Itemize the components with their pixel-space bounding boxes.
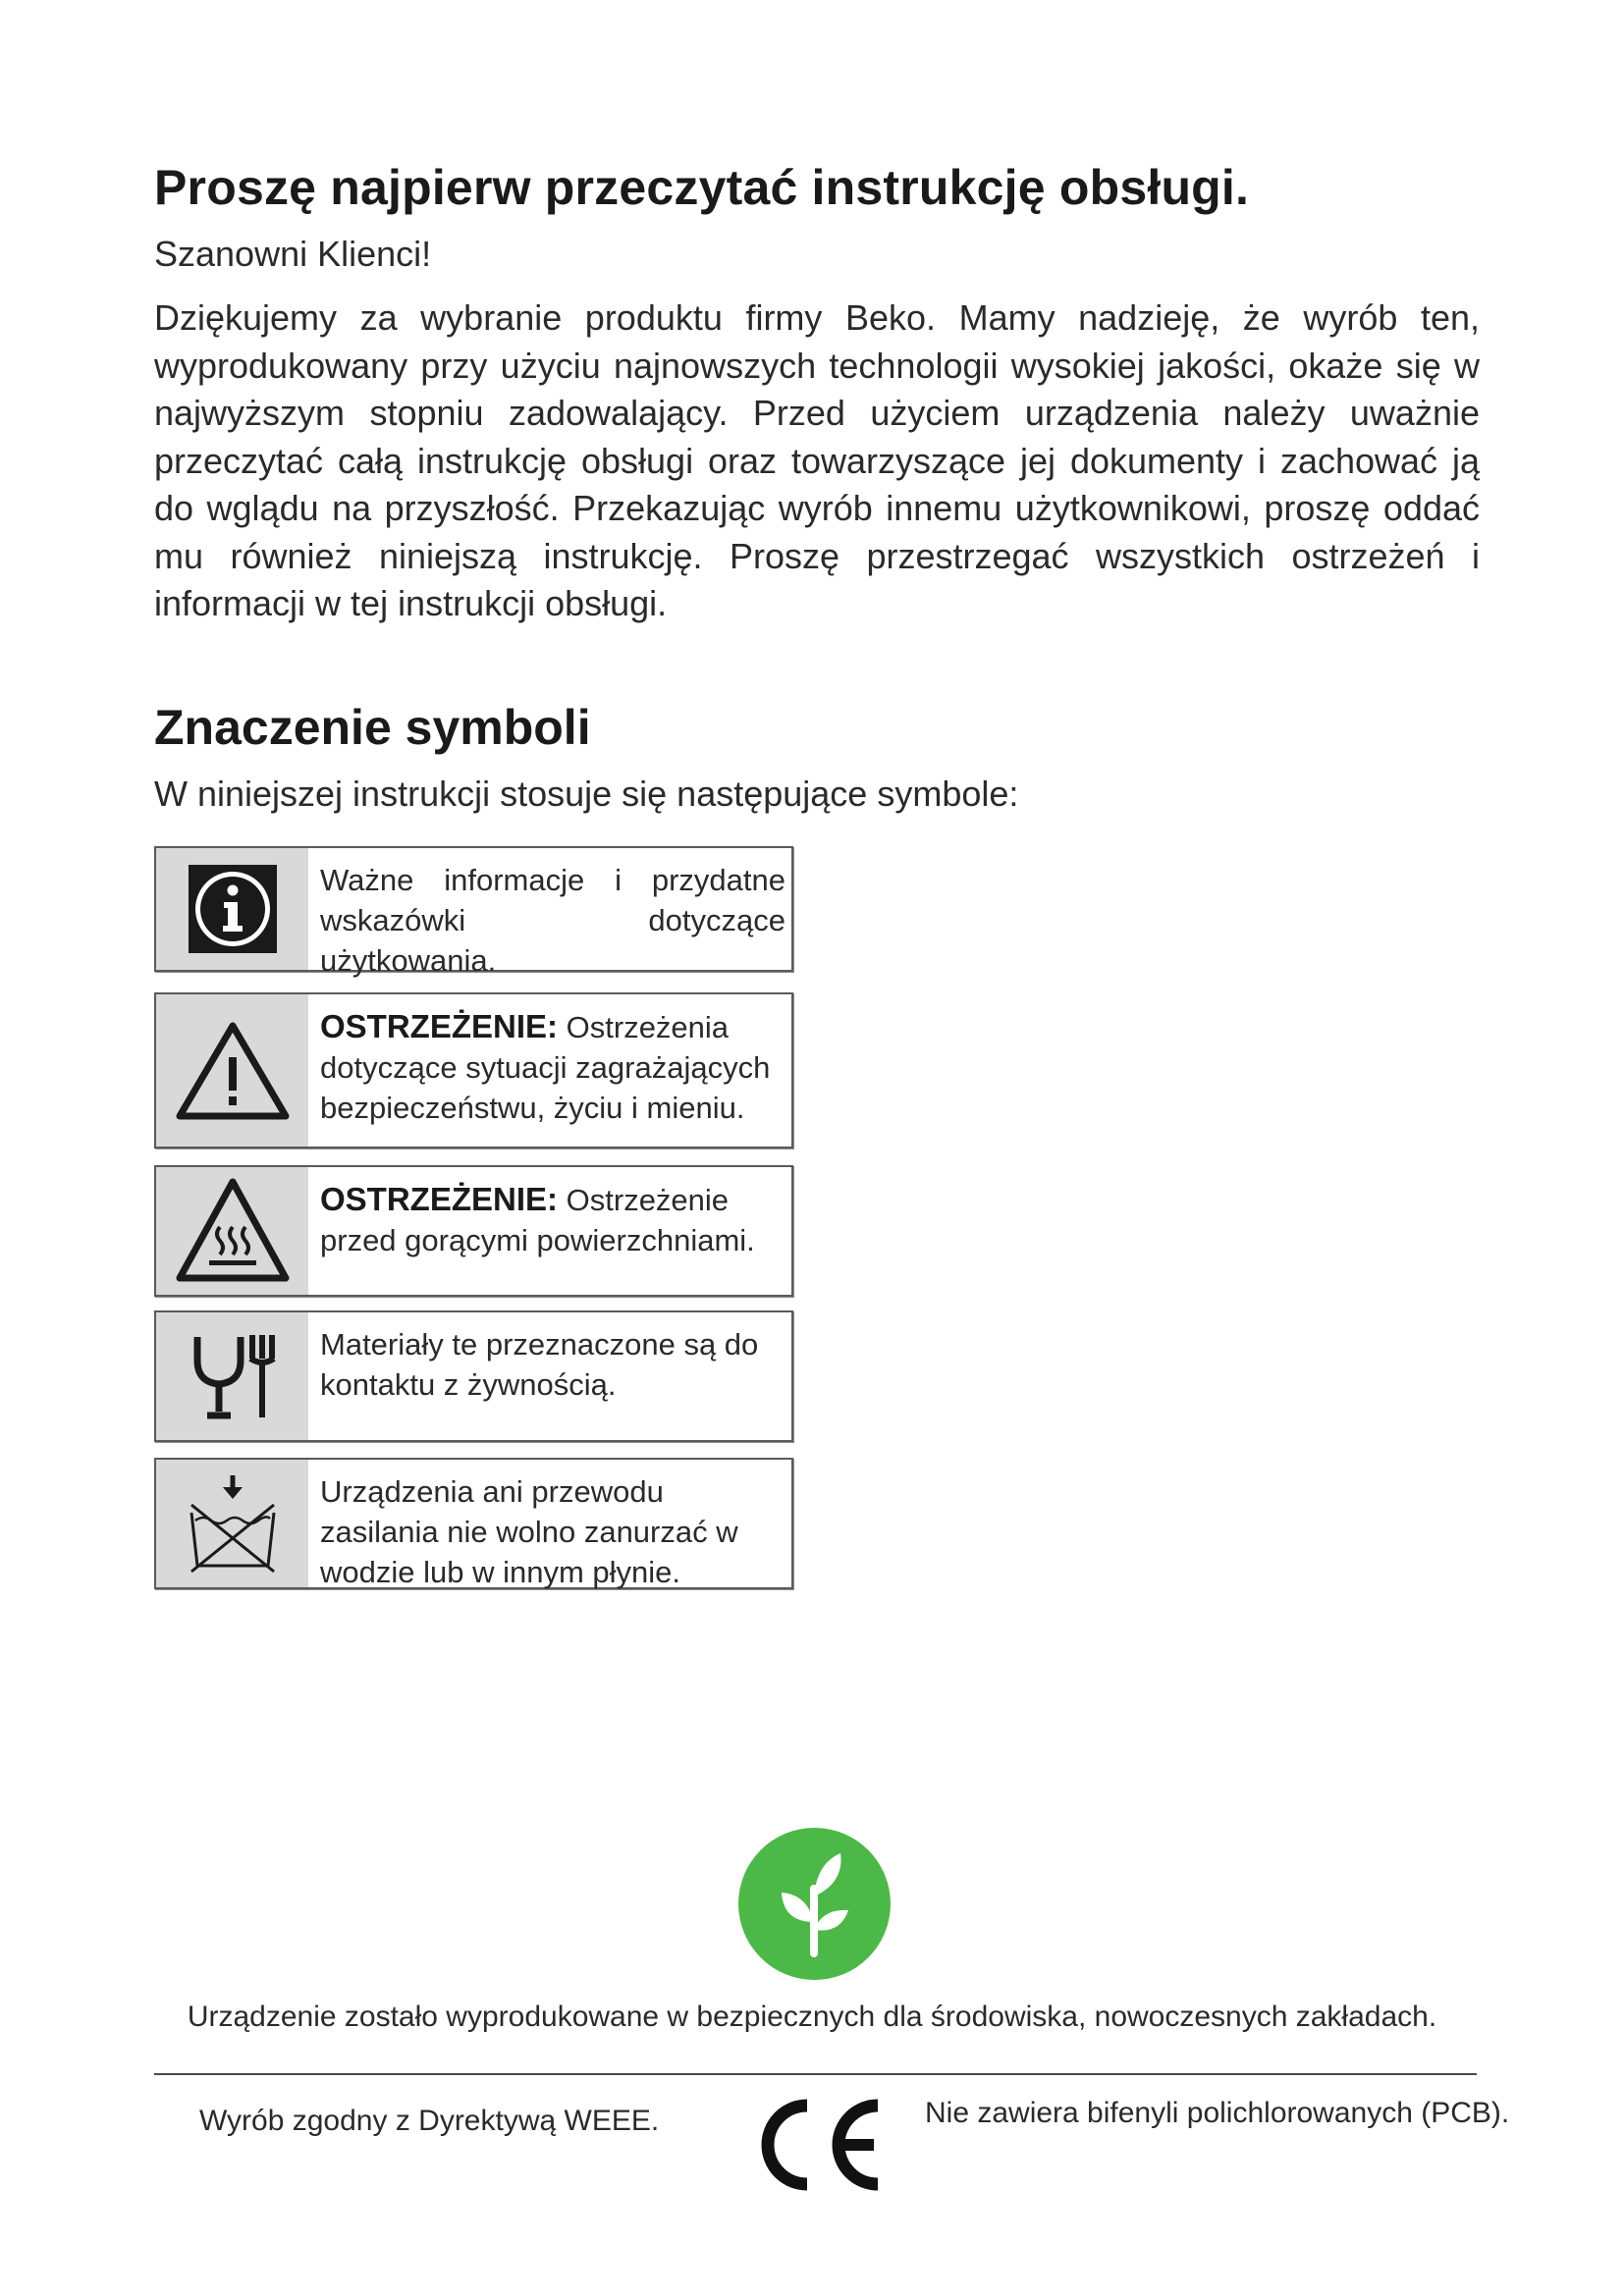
symbols-subtitle: W niniejszej instrukcji stosuje się następujące symbole:	[154, 774, 1019, 814]
symbol-row-hot-surface	[154, 1165, 793, 1297]
no-immersion-icon	[156, 1460, 308, 1587]
warning-triangle-icon	[156, 994, 308, 1147]
ce-mark-icon	[746, 2096, 886, 2194]
environment-statement: Urządzenie zostało wyprodukowane w bezpiecznych dla środowiska, nowoczesnych zakładach.	[187, 2001, 1437, 2033]
intro-paragraph: Dziękujemy za wybranie produktu firmy Beko. Mamy nadzieję, że wyrób ten, wyprodukowany przy użyciu najnowszych technologii wysokiej jakości, okaże się w najwyższym stopniu zadowalający. Przed użyciem urządzenia należy uważnie przeczytać całą instrukcję obsługi oraz towarzyszące jej dokumenty i zachować ją do wglądu na przyszłość. Przekazując wyrób innemu użytkownikowi, proszę oddać mu również niniejszą instrukcję. Proszę przestrzegać wszystkich ostrzeżeń i informacji w tej instrukcji obsługi.	[154, 297, 1480, 623]
symbol-row-info	[154, 846, 793, 978]
hot-surface-icon	[156, 1167, 308, 1295]
greeting: Szanowni Klienci!	[154, 234, 432, 274]
symbol-text-hot-surface: OSTRZEŻENIE: Ostrzeżenie przed gorącymi powierzchniami.	[320, 1181, 755, 1257]
symbols-heading: Znaczenie symboli	[154, 700, 591, 755]
footer-divider	[154, 2073, 1477, 2075]
symbol-text-no-immersion: Urządzenia ani przewodu zasilania nie wolno zanurzać w wodzie lub w innym płynie.	[320, 1474, 738, 1589]
pcb-statement: Nie zawiera bifenyli polichlorowanych (PCB).	[925, 2097, 1510, 2129]
page-title: Proszę najpierw przeczytać instrukcję obsługi.	[154, 160, 1250, 215]
symbol-text-food-contact: Materiały te przeznaczone są do kontaktu z żywnością.	[320, 1327, 759, 1402]
symbol-text-warning: OSTRZEŻENIE: Ostrzeżenia dotyczące sytuacji zagrażających bezpieczeństwu, życiu i mieniu.	[320, 1008, 771, 1125]
food-contact-icon	[156, 1312, 308, 1440]
symbol-text-info: Ważne informacje i przydatne wskazówki dotyczące użytkowania.	[320, 863, 785, 978]
info-icon	[156, 848, 308, 970]
symbol-row-food-contact	[154, 1310, 793, 1442]
symbol-row-warning	[154, 992, 793, 1148]
symbol-row-no-immersion	[154, 1458, 793, 1589]
eco-leaf-icon	[738, 1828, 891, 1980]
weee-statement: Wyrób zgodny z Dyrektywą WEEE.	[199, 2105, 660, 2137]
